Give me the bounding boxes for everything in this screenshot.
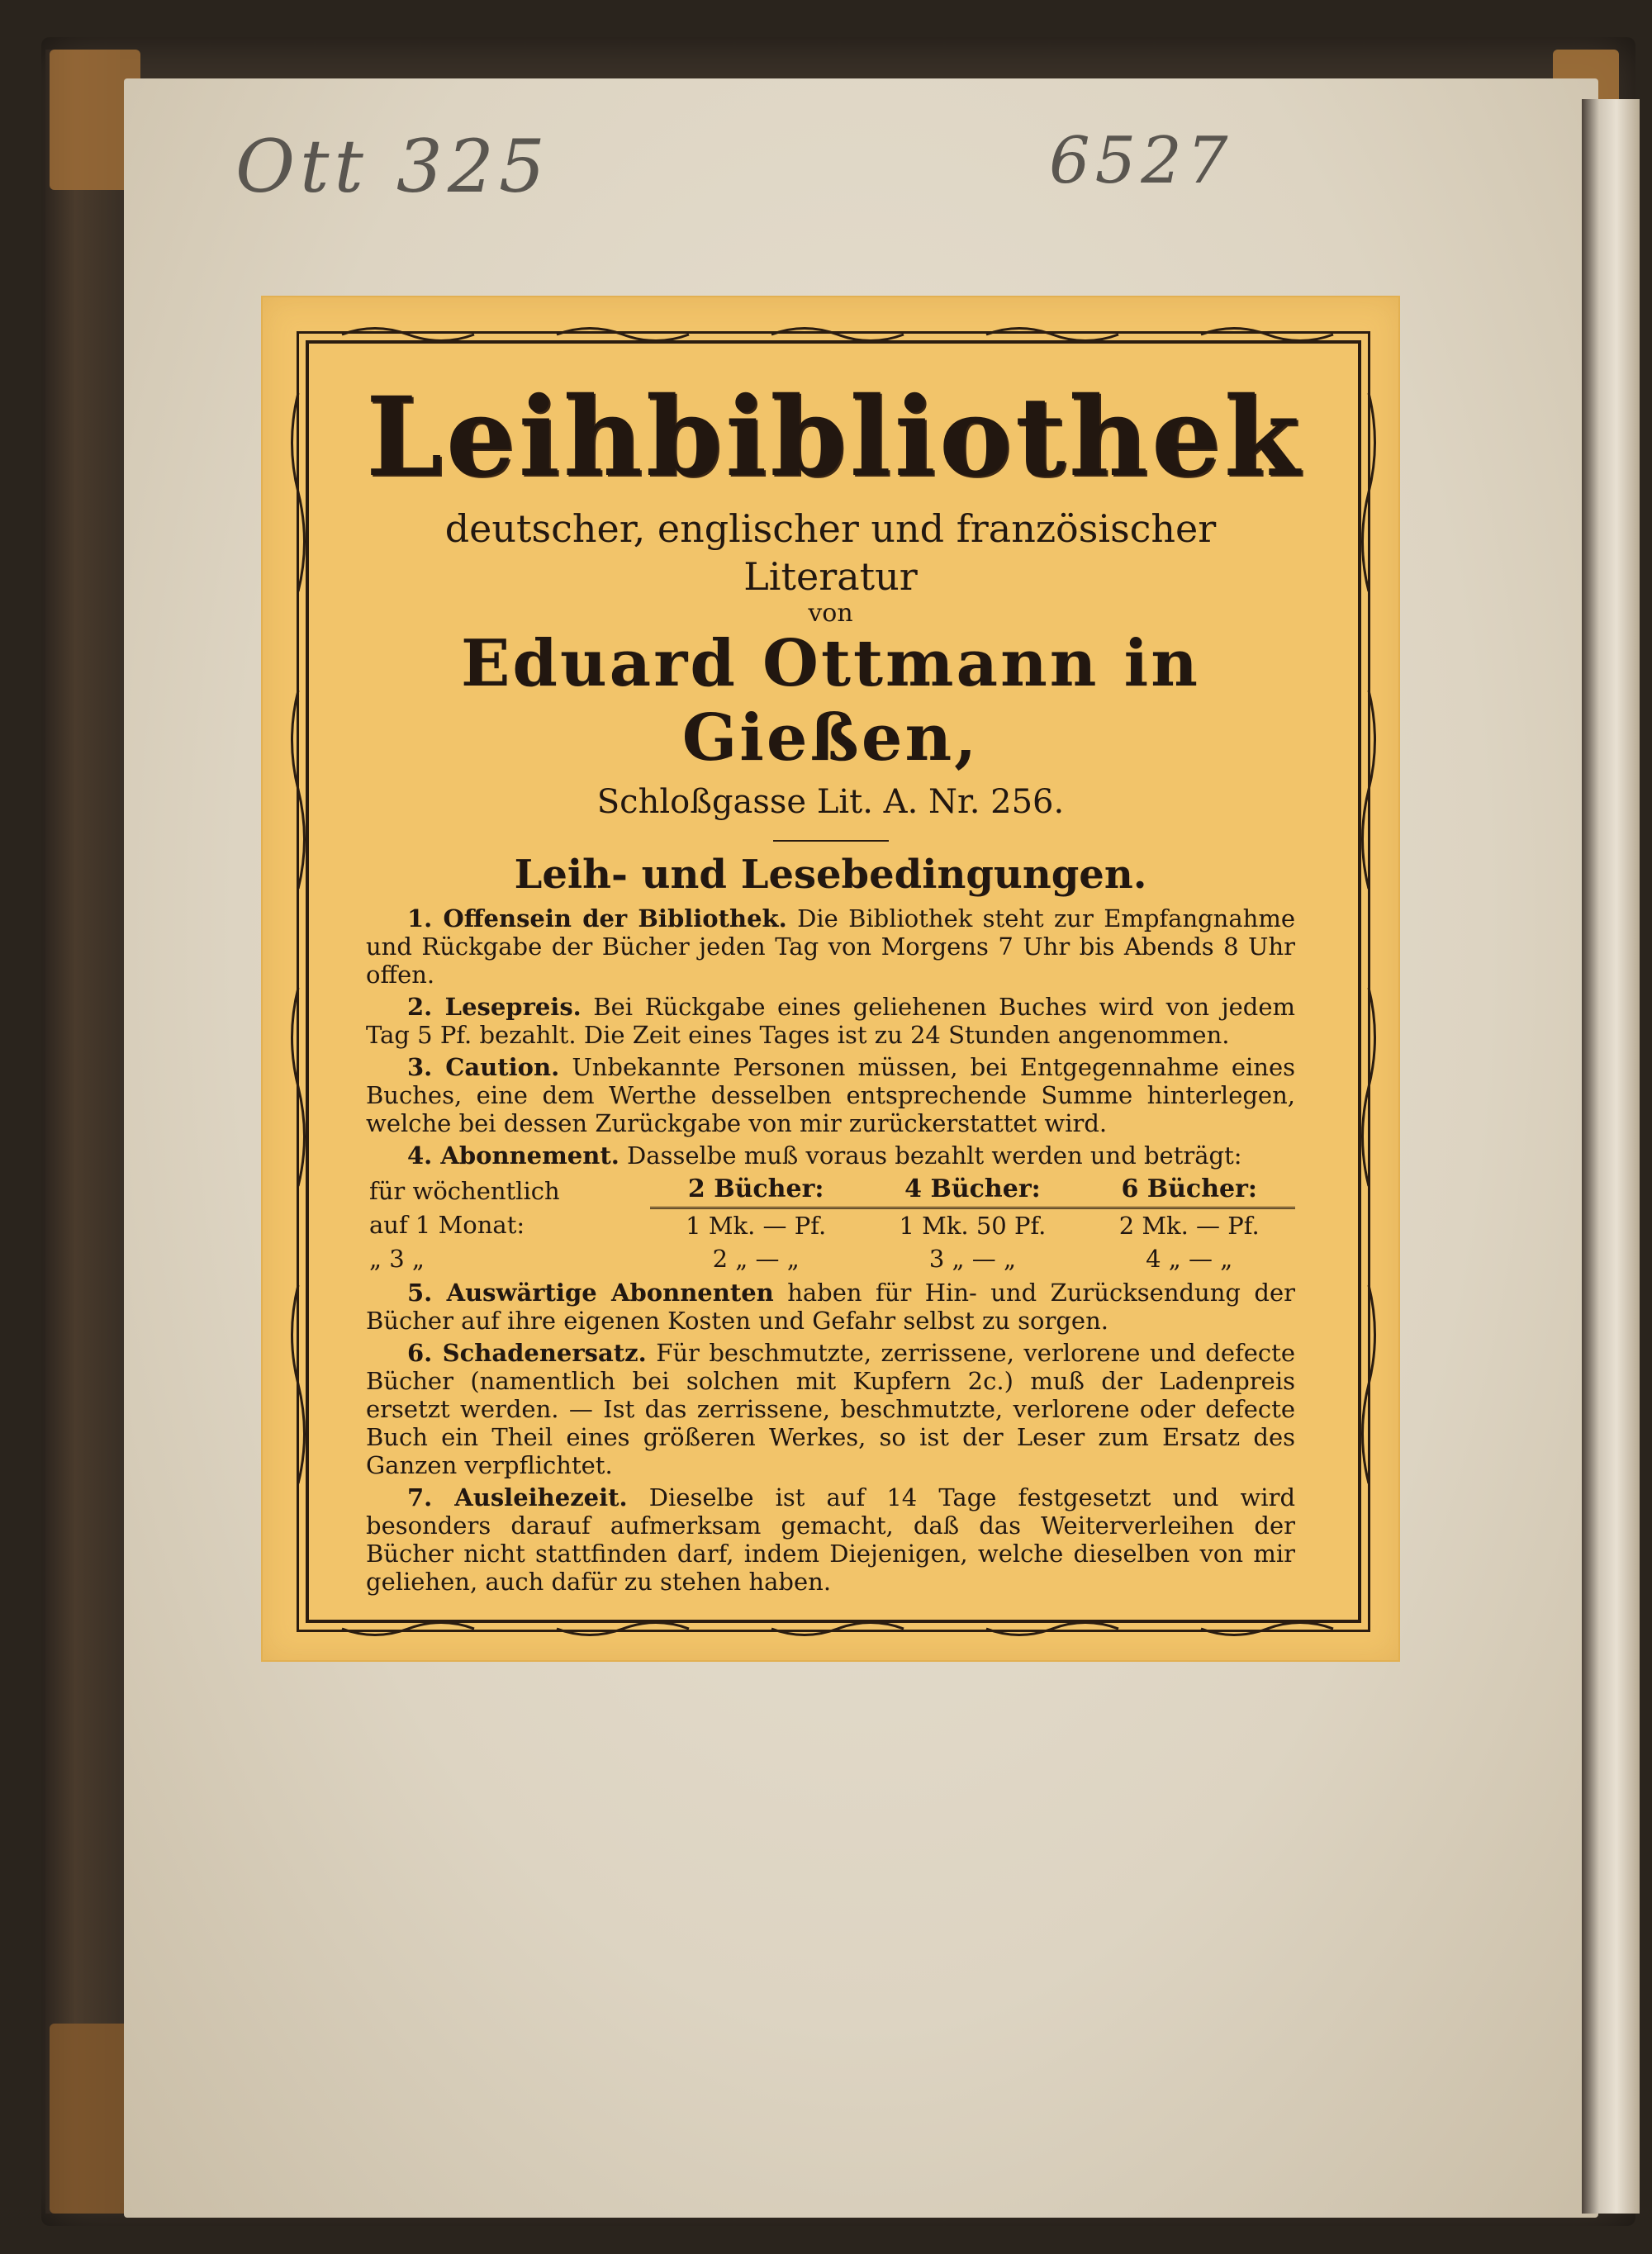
table-cell: 1 Mk. 50 Pf. bbox=[899, 1212, 1047, 1240]
library-title: Leihbibliothek bbox=[366, 373, 1303, 501]
row-label: „ 3 „ bbox=[369, 1245, 425, 1273]
leather-spine-edge bbox=[45, 50, 120, 2214]
condition-text: Unbekannte Personen müssen, bei Entgegennahme eines Buches, eine dem Werthe desselben entsprechende Summe hinterlegen, welche bei dessen Zurückgabe von mir zurückerstattet wird. bbox=[366, 1053, 1296, 1137]
condition-heading: 5. Auswärtige Abonnenten bbox=[407, 1279, 774, 1307]
border-ornament-left bbox=[286, 344, 311, 1620]
condition-paragraph bbox=[366, 1141, 1295, 1170]
label-content bbox=[366, 373, 1303, 1600]
conditions-title: Leih- und Lesebedingungen. bbox=[514, 852, 1147, 898]
condition-paragraph bbox=[366, 1279, 1295, 1335]
border-ornament-bottom bbox=[309, 1616, 1358, 1641]
library-subtitle: deutscher, englischer und französischer Literatur bbox=[444, 506, 1217, 599]
condition-paragraph bbox=[366, 1053, 1295, 1137]
condition-paragraph bbox=[366, 904, 1295, 989]
shelfmark-handwriting: Ott 325 bbox=[235, 124, 550, 209]
table-header-row bbox=[366, 1174, 1295, 1208]
condition-heading: 1. Offensein der Bibliothek. bbox=[407, 904, 787, 932]
condition-text: Dasselbe muß voraus bezahlt werden und beträgt: bbox=[627, 1141, 1242, 1170]
condition-heading: 4. Abonnement. bbox=[407, 1141, 620, 1170]
condition-heading: 2. Lesepreis. bbox=[407, 993, 582, 1021]
table-cell: 3 „ — „ bbox=[928, 1245, 1017, 1273]
column-header: 6 Bücher: bbox=[1083, 1174, 1295, 1208]
condition-text: Bei Rückgabe eines geliehenen Buches wird von jedem Tag 5 Pf. bezahlt. Die Zeit eines Tages ist zu 24 Stunden angenommen. bbox=[366, 993, 1296, 1049]
table-cell: 2 „ — „ bbox=[712, 1245, 800, 1273]
condition-text: Für beschmutzte, zerrissene, verlorene und defecte Bücher (namentlich bei solchen mit Kupfern 2c.) muß der Ladenpreis ersetzt werden. — Ist das zerrissene, beschmutzte, verlorene oder defecte Buch ein Theil eines größeren Werkes, so ist der Leser zum Ersatz des Ganzen verpflichtet. bbox=[366, 1339, 1295, 1479]
owner-address: Schloßgasse Lit. A. Nr. 256. bbox=[596, 783, 1065, 821]
library-label bbox=[263, 297, 1398, 1660]
subscription-price-table bbox=[366, 1174, 1295, 1275]
condition-heading: 3. Caution. bbox=[407, 1053, 560, 1081]
column-header: 2 Bücher: bbox=[650, 1174, 862, 1208]
table-cell: 2 Mk. — Pf. bbox=[1118, 1212, 1260, 1240]
table-cell: 1 Mk. — Pf. bbox=[686, 1212, 827, 1240]
condition-text: Die Bibliothek steht zur Empfangnahme und Rückgabe der Bücher jeden Tag von Morgens 7 Uhr bis Abends 8 Uhr offen. bbox=[366, 904, 1295, 989]
table-row bbox=[366, 1242, 1295, 1275]
page-edges bbox=[1582, 99, 1640, 2214]
row-label: auf 1 Monat: bbox=[369, 1211, 525, 1240]
condition-heading: 6. Schadenersatz. bbox=[407, 1339, 647, 1367]
condition-paragraph bbox=[366, 993, 1295, 1049]
owner-name: Eduard Ottmann in Gießen, bbox=[460, 626, 1201, 776]
table-cell: 4 „ — „ bbox=[1146, 1245, 1233, 1273]
condition-text: haben für Hin- und Zurücksendung der Bücher auf ihre eigenen Kosten und Gefahr selbst zu sorgen. bbox=[366, 1279, 1296, 1335]
condition-paragraph bbox=[366, 1339, 1295, 1479]
condition-text: Dieselbe ist auf 14 Tage festgesetzt und wird besonders darauf aufmerksam gemacht, daß das Weiterverleihen der Bücher nicht stattfinden darf, indem Diejenigen, welche dieselben von mir geliehen, auch dafür zu stehen haben. bbox=[366, 1483, 1296, 1596]
table-row bbox=[366, 1208, 1295, 1243]
border-ornament-top bbox=[309, 322, 1358, 347]
border-ornament-right bbox=[1356, 344, 1381, 1620]
condition-heading: 7. Ausleihezeit. bbox=[407, 1483, 628, 1511]
divider bbox=[773, 840, 889, 842]
accession-number-handwriting: 6527 bbox=[1049, 124, 1233, 198]
column-header: 4 Bücher: bbox=[862, 1174, 1083, 1208]
von-text: von bbox=[808, 599, 853, 628]
row-label-header: für wöchentlich bbox=[369, 1176, 560, 1205]
condition-paragraph bbox=[366, 1483, 1295, 1596]
